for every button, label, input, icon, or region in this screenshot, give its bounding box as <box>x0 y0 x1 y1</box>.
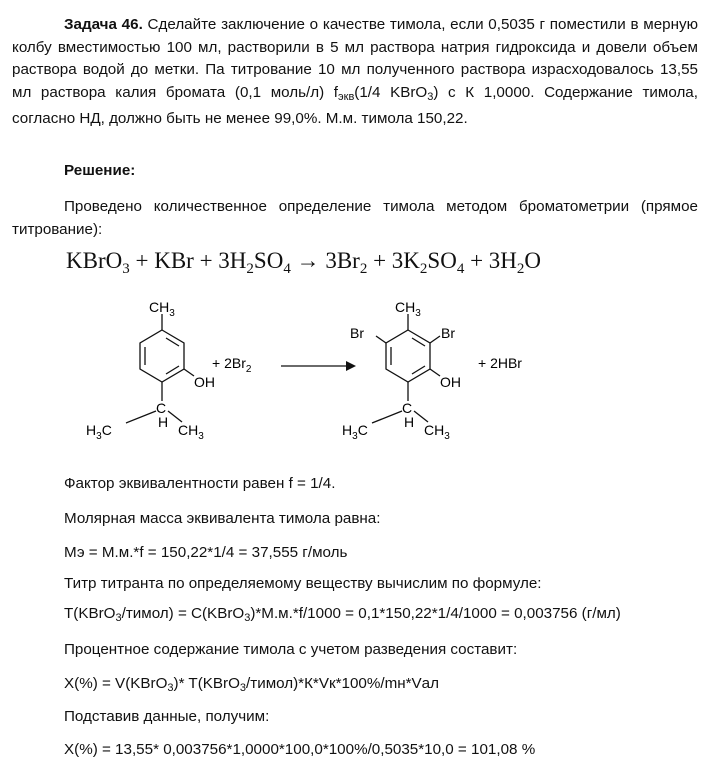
eq-sub: 4 <box>283 261 291 277</box>
reactant-h-label: H <box>158 414 169 430</box>
product-ch3-bottom-label: $CH_3$ <box>424 422 450 442</box>
eq-part: + 3K <box>367 248 420 273</box>
formula-sub: 3 <box>167 682 174 694</box>
formula-sub: 3 <box>244 612 251 624</box>
eq-part: SO <box>253 248 284 273</box>
result-formula: X(%) = 13,55* 0,003756*1,0000*100,0*100%/0,5035*10,0 = 101,08 % <box>64 741 536 758</box>
reaction-equation <box>66 248 541 278</box>
reactant-ch3-bottom-label: $CH_3$ <box>178 422 204 442</box>
eq-part: KBrO <box>66 248 123 273</box>
molar-label: Молярная масса эквивалента тимола равна: <box>64 510 381 527</box>
eq-part: O <box>524 248 542 273</box>
formula-part: T(KBrO <box>64 605 116 622</box>
solution-heading: Решение: <box>64 162 136 179</box>
task-text-after: (1/4 KBrO <box>354 83 428 101</box>
product-c-label: C <box>402 400 413 416</box>
reactant-h3c-label: $H_3C$ <box>86 422 112 442</box>
reaction-scheme <box>0 290 725 460</box>
molar-formula: Мэ = М.м.*f = 150,22*1/4 = 37,555 г/моль <box>64 544 348 561</box>
formula-part: )* T(KBrO <box>173 675 240 692</box>
titer-formula <box>64 604 621 628</box>
solution-intro: Проведено количественное определение тимола методом броматометрии (прямое титрование): <box>12 198 698 238</box>
reactant-c-label: C <box>156 400 167 416</box>
product-h3c-label: $H_3C$ <box>342 422 368 442</box>
task-text-sub2: 3 <box>427 90 434 103</box>
task-title: Задача 46. <box>64 16 143 33</box>
eq-sub: 2 <box>246 261 254 277</box>
plus-2br2: + $2Br_2$ <box>212 355 252 375</box>
reactant-ch3-label: $CH_3$ <box>149 299 175 319</box>
reactant-oh-label: OH <box>194 374 215 390</box>
formula-sub: 3 <box>239 682 247 694</box>
factor-line: Фактор эквивалентности равен f = 1/4. <box>64 475 336 492</box>
percent-formula <box>64 674 439 698</box>
eq-part: SO <box>427 248 457 273</box>
eq-part: 3Br <box>325 248 360 273</box>
formula-sub: 3 <box>115 612 122 624</box>
product-br-right-label: Br <box>441 325 455 341</box>
formula-part: /тимол) = C(KBrO <box>121 605 245 622</box>
titer-label: Титр титранта по определяемому веществу вычислим по формуле: <box>64 575 542 592</box>
eq-sub: 4 <box>456 261 465 277</box>
plus-2hbr: + 2HBr <box>478 355 522 371</box>
eq-part: + KBr + 3H <box>129 248 247 273</box>
product-h-label: H <box>404 414 415 430</box>
formula-part: X(%) = V(KBrO <box>64 675 168 692</box>
percent-label: Процентное содержание тимола с учетом разведения составит: <box>64 641 518 658</box>
product-br-left-label: Br <box>350 325 364 341</box>
task-text-sub: экв <box>338 90 355 103</box>
eq-sub: 2 <box>359 261 368 277</box>
eq-sub: 3 <box>122 261 130 277</box>
eq-arrow: → <box>290 248 326 273</box>
eq-sub: 2 <box>516 261 525 277</box>
formula-part: /тимол)*К*Vк*100%/mн*Vал <box>246 675 439 692</box>
product-ch3-label: $CH_3$ <box>395 299 421 319</box>
eq-part: + 3H <box>464 248 517 273</box>
task-paragraph <box>12 14 698 131</box>
task-text-end: ) с К 1,0000. Содержание тимола, согласно НД, должно быть не менее 99,0%. М.м. тимола 150,22. <box>12 83 698 127</box>
formula-part: )*М.м.*f/1000 = 0,1*150,22*1/4/1000 = 0,003756 (г/мл) <box>250 605 621 622</box>
substitute-label: Подставив данные, получим: <box>64 708 270 725</box>
eq-sub: 2 <box>419 261 428 277</box>
reaction-arrow <box>281 361 356 371</box>
product-oh-label: OH <box>440 374 461 390</box>
task-text: Сделайте заключение о качестве тимола, если 0,5035 г поместили в мерную колбу вместимостью 100 мл, растворили в 5 мл раствора натрия гидроксида и довели объем раствора водой до метки. Па титрование 10 мл полученного раствора израсходовалось 13,55 мл раствора калия бромата (0,1 моль/л) f <box>12 16 698 101</box>
